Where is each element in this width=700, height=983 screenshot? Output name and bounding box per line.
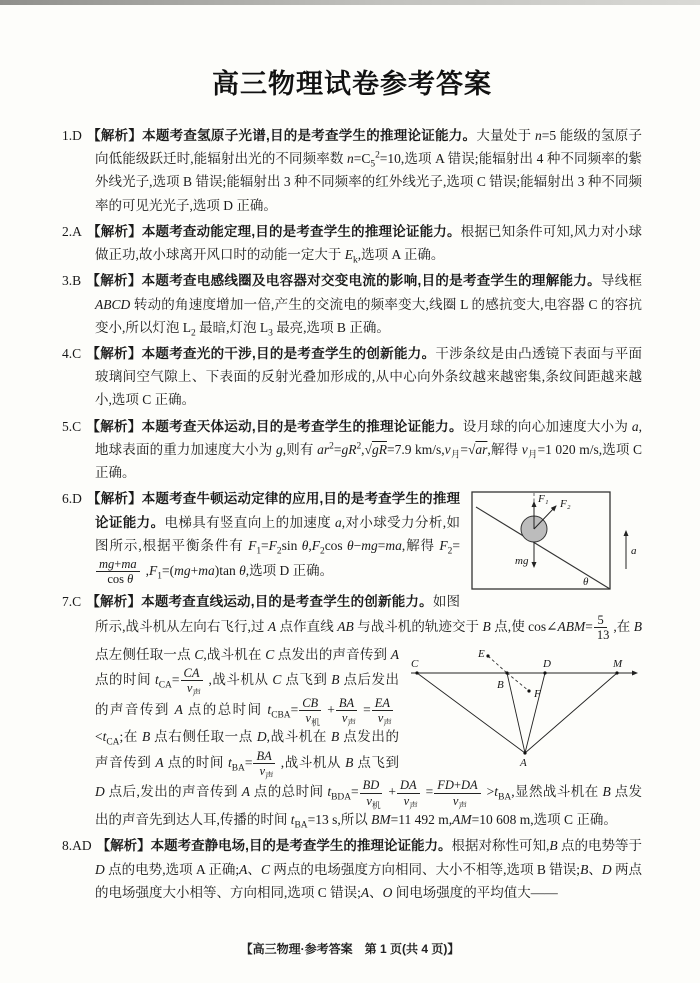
label-E: E bbox=[478, 647, 485, 660]
label-F: F bbox=[534, 687, 541, 700]
answer-item-1 bbox=[62, 124, 642, 217]
item-number: 6.D bbox=[62, 491, 82, 507]
label-B: B bbox=[497, 678, 504, 691]
label-f2: F₂ bbox=[560, 498, 571, 511]
answer-item-5 bbox=[62, 415, 642, 485]
page-footer: 【高三物理·参考答案 第 1 页(共 4 页)】 bbox=[240, 942, 460, 956]
answer-item-6 bbox=[62, 487, 642, 589]
flight-geometry-diagram bbox=[407, 645, 642, 769]
point-E bbox=[486, 654, 489, 657]
dashed-EB bbox=[488, 656, 507, 673]
item-number: 3.B bbox=[62, 273, 82, 289]
item-number: 4.C bbox=[62, 345, 82, 361]
label-M: M bbox=[613, 657, 623, 670]
answer-item-4 bbox=[62, 342, 642, 412]
point-C bbox=[415, 671, 418, 674]
item-number: 5.C bbox=[62, 418, 82, 434]
item-text: 【解析】本题考查电感线圈及电容器对交变电流的影响,目的是考查学生的理解能力。导线框 ABCD 转动的角速度增加一倍,产生的交流电的频率变大,线圈 L 的感抗变大,电容器 C 的容抗变小,所以灯泡 $L_2$ 最暗,灯泡 $L_3$ 最亮,选项 B 正确。 bbox=[86, 273, 643, 339]
label-f1: F₁ bbox=[538, 493, 549, 506]
label-A: A bbox=[520, 756, 527, 769]
item-text: 【解析】本题考查天体运动,目的是考查学生的推理论证能力。设月球的向心加速度大小为 a,地球表面的重力加速度大小为 g,则有 $ar^2=gR^2,√gR=7.9$ $km/s,v_月=√ar$,解得 $v_月=1$ 020 m/s,选项 C 正确。 bbox=[86, 418, 643, 481]
answer-item-7 bbox=[62, 590, 642, 832]
line-MA bbox=[525, 673, 617, 753]
page-title: 高三物理试卷参考答案 bbox=[212, 69, 492, 99]
item-text: 【解析】本题考查氢原子光谱,目的是考查学生的推理论证能力。大量处于 n=5 能级的氢原子向低能级跃迁时,能辐射出光的不同频率数 $n=C_5^2=10$,选项 A 错误;能辐射出 4 种不同频率的紫外线光子,选项 B 错误;能辐射出 3 种不同频率的红外线光子,选项 C 错误;能辐射出 3 种不同频率的可见光光子,选项 D 正确。 bbox=[86, 128, 642, 213]
answer-item-3 bbox=[62, 269, 642, 339]
point-B bbox=[505, 671, 508, 674]
label-C: C bbox=[411, 657, 419, 670]
elevator-force-diagram bbox=[470, 489, 642, 593]
scan-edge bbox=[0, 0, 700, 5]
point-F bbox=[527, 689, 530, 692]
label-mg: mg bbox=[515, 555, 529, 568]
item-text: 【解析】本题考查牛顿运动定律的应用,目的是考查学生的推理论证能力。电梯具有竖直向上的加速度 a,对小球受力分析,如图所示,根据平衡条件有 $F_1=F_2\sin$ $\theta,F_2\cos$ θ−mg=ma,解得 $F_2=$ $\frac{mg+ma}{\text{cos θ}}$ $,F_1=(mg+ma)\tan$ θ,选项 D 正确。 bbox=[86, 491, 461, 587]
answer-item-8 bbox=[62, 834, 642, 904]
label-a: a bbox=[631, 545, 637, 558]
item-number: 7.C bbox=[62, 593, 82, 609]
item-number: 2.A bbox=[62, 223, 82, 239]
point-D bbox=[543, 671, 546, 674]
item-text-part1: 【解析】本题考查直线运动,目的是考查学生的创新能力。如图所示,战斗机从左向右飞行,过 A 点作直线 AB 与战斗机的轨迹交于 B 点,使 cos∠ABM= $\frac{5}{13}$ ,在 B 点左侧任取一点 bbox=[86, 593, 643, 662]
item-text: 【解析】本题考查静电场,目的是考查学生的推理论证能力。根据对称性可知,B 点的电势等于 D 点的电势,选项 A 正确;A、C 两点的电场强度方向相同、大小不相等,选项 B 错误;B、D 两点的电场强度大小相等、方向相同,选项 C 错误;A、O 间电场强度的平均值大—— bbox=[95, 838, 643, 900]
line-CA bbox=[417, 673, 525, 753]
item-number: 1.D bbox=[62, 128, 82, 143]
point-M bbox=[615, 671, 618, 674]
answer-item-2 bbox=[62, 220, 642, 266]
line-DA bbox=[525, 673, 545, 753]
label-D: D bbox=[543, 657, 551, 670]
item-number: 8.AD bbox=[62, 838, 92, 854]
item-text: 【解析】本题考查光的干涉,目的是考查学生的创新能力。干涉条纹是由凸透镜下表面与平面玻璃间空气隙上、下表面的反射光叠加形成的,从中心向外条纹越来越密集,条纹间距越来越小,选项 C 正确。 bbox=[86, 345, 643, 408]
point-A bbox=[523, 751, 526, 754]
label-theta: θ bbox=[583, 576, 589, 589]
item-text-part2: C,战斗机在 C 点发出的声音传到 A 点的时间 $t_{CA}=$ $\frac{CA}{v_声}$ ,战斗机从 C 点飞到 B 点后发出的声音传到 A 点的总时间 $t_{CBA}=$ $\frac{CB}{v_机}$ + $\frac{BA}{v_声}$ = $\frac{EA}{v_声}$ $<t_{CA}$;在 B 点右侧任取一点 D,战斗机在 B 点发出的声音传到 A 点的时间 $t_{BA}=$ $\frac{BA}{v_声}$ ,战斗机从 B 点飞到 D 点后,发出的声音传到 A 点的总时间 $t_{BDA}=$ $\frac{BD}{v_机}$ + $\frac{DA}{v_声}$ = $\frac{FD+DA}{v_声}$ $>t_{BA}$,显然战斗机在 B 点发出的声音先到达人耳,传播的时间 $t_{BA}=13$ s,所以 BM=11 492 m,AM=10 608 m,选项 C 正确。 bbox=[95, 646, 643, 831]
item-text: 【解析】本题考查动能定理,目的是考查学生的推理论证能力。根据已知条件可知,风力对小球做正功,故小球离开风口时的动能一定大于 $E_k$,选项 A 正确。 bbox=[86, 223, 643, 266]
